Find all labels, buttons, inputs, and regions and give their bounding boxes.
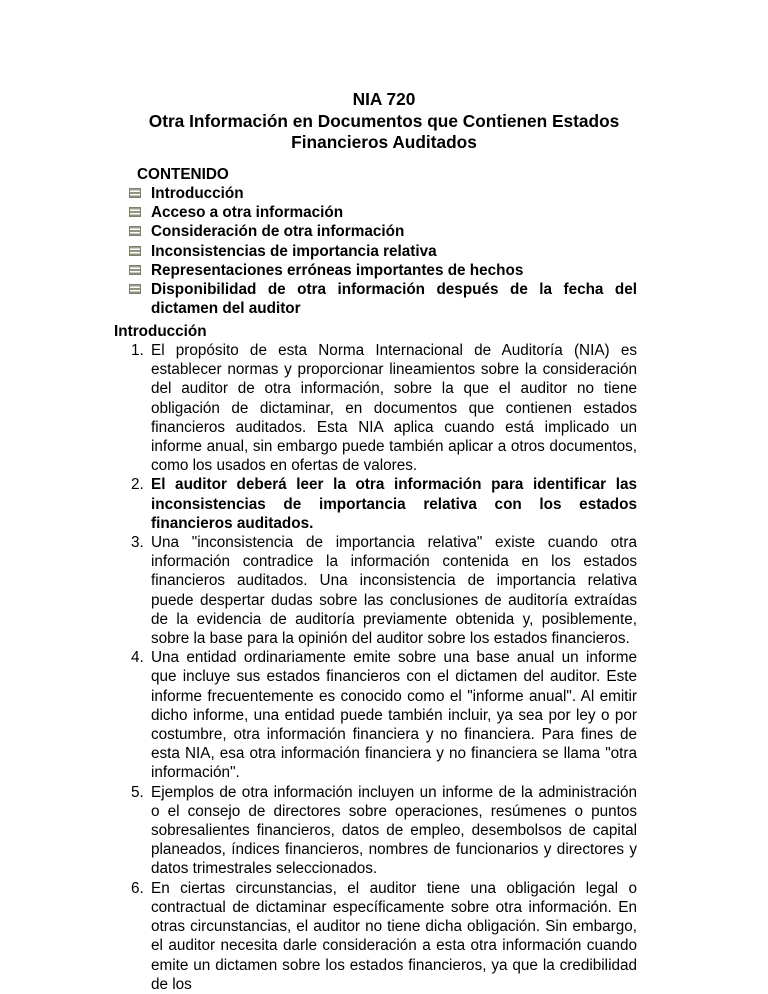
paragraph-text: En ciertas circunstancias, el auditor tiene una obligación legal o contractual de dictaminar específicamente sobre otra información. En otras circunstancias, el auditor no tiene dicha obligación. Sin embargo, el auditor necesita darle consideración a esta otra información cuando emite un dictamen sobre los estados financieros, ya que la credibilidad de los <box>151 879 637 993</box>
numbered-paragraph <box>129 475 637 533</box>
contents-item: Inconsistencias de importancia relativa <box>129 242 637 261</box>
title-line-3: Financieros Auditados <box>291 132 477 152</box>
numbered-paragraph <box>129 648 637 782</box>
contents-list <box>129 184 637 318</box>
section-heading: Introducción <box>114 323 207 340</box>
contents-item: Disponibilidad de otra información después de la fecha del dictamen del auditor <box>129 280 637 318</box>
bullet-icon <box>129 284 141 294</box>
paragraph-text: Una "inconsistencia de importancia relativa" existe cuando otra información contradice la información contenida en los estados financieros auditados. Una inconsistencia de importancia relativa puede despertar dudas sobre las conclusiones de auditoría extraídas de la evidencia de auditoría previamente obtenida y, posiblemente, sobre la base para la opinión del auditor sobre los estados financieros. <box>151 534 637 648</box>
numbered-paragraph <box>129 533 637 648</box>
contents-item: Consideración de otra información <box>129 222 637 241</box>
document-title <box>0 89 768 154</box>
title-line-2: Otra Información en Documentos que Contienen Estados <box>148 110 620 131</box>
paragraph-text: El auditor deberá leer la otra información para identificar las inconsistencias de importancia relativa con los estados financieros auditados. <box>151 476 637 532</box>
paragraph-text: Una entidad ordinariamente emite sobre una base anual un informe que incluye sus estados financieros con el dictamen del auditor. Este informe frecuentemente es conocido como el "informe anual". Al emitir dicho informe, una entidad puede también incluir, ya sea por ley o por costumbre, otra información financiera y no financiera. Para fines de esta NIA, esa otra información financiera y no financiera se llama "otra información". <box>151 649 637 782</box>
bullet-icon <box>129 188 141 198</box>
bullet-icon <box>129 265 141 275</box>
paragraph-number: 3. <box>131 534 144 552</box>
numbered-paragraph <box>129 341 637 475</box>
paragraph-number: 2. <box>131 476 144 494</box>
title-line-1: NIA 720 <box>352 89 416 109</box>
bullet-icon <box>129 207 141 217</box>
bullet-icon <box>129 246 141 256</box>
contents-item: Representaciones erróneas importantes de hechos <box>129 261 637 280</box>
contents-item: Acceso a otra información <box>129 203 637 222</box>
paragraph-number: 1. <box>131 342 144 359</box>
paragraph-text: El propósito de esta Norma Internacional de Auditoría (NIA) es establecer normas y proporcionar lineamientos sobre la consideración del auditor de otra información, sobre la que el auditor no tiene obligación de dictaminar, en documentos que contienen estados financieros auditados. Esta NIA aplica cuando está implicado un informe anual, sin embargo puede también aplicar a otros documentos, como los usados en ofertas de valores. <box>151 342 637 475</box>
paragraph-list <box>129 341 637 994</box>
numbered-paragraph <box>129 879 637 994</box>
paragraph-number: 6. <box>131 879 144 897</box>
paragraph-number: 5. <box>131 783 144 801</box>
paragraph-number: 4. <box>131 649 144 667</box>
paragraph-text: Ejemplos de otra información incluyen un informe de la administración o el consejo de directores sobre operaciones, resúmenes o puntos sobresalientes financieros, datos de empleo, desembolsos de capital planeados, índices financieros, nombres de funcionarios y directores y datos trimestrales seleccionados. <box>151 783 637 878</box>
numbered-paragraph <box>129 783 637 879</box>
bullet-icon <box>129 226 141 236</box>
contents-item: Introducción <box>129 184 637 203</box>
contents-heading: CONTENIDO <box>137 166 229 183</box>
